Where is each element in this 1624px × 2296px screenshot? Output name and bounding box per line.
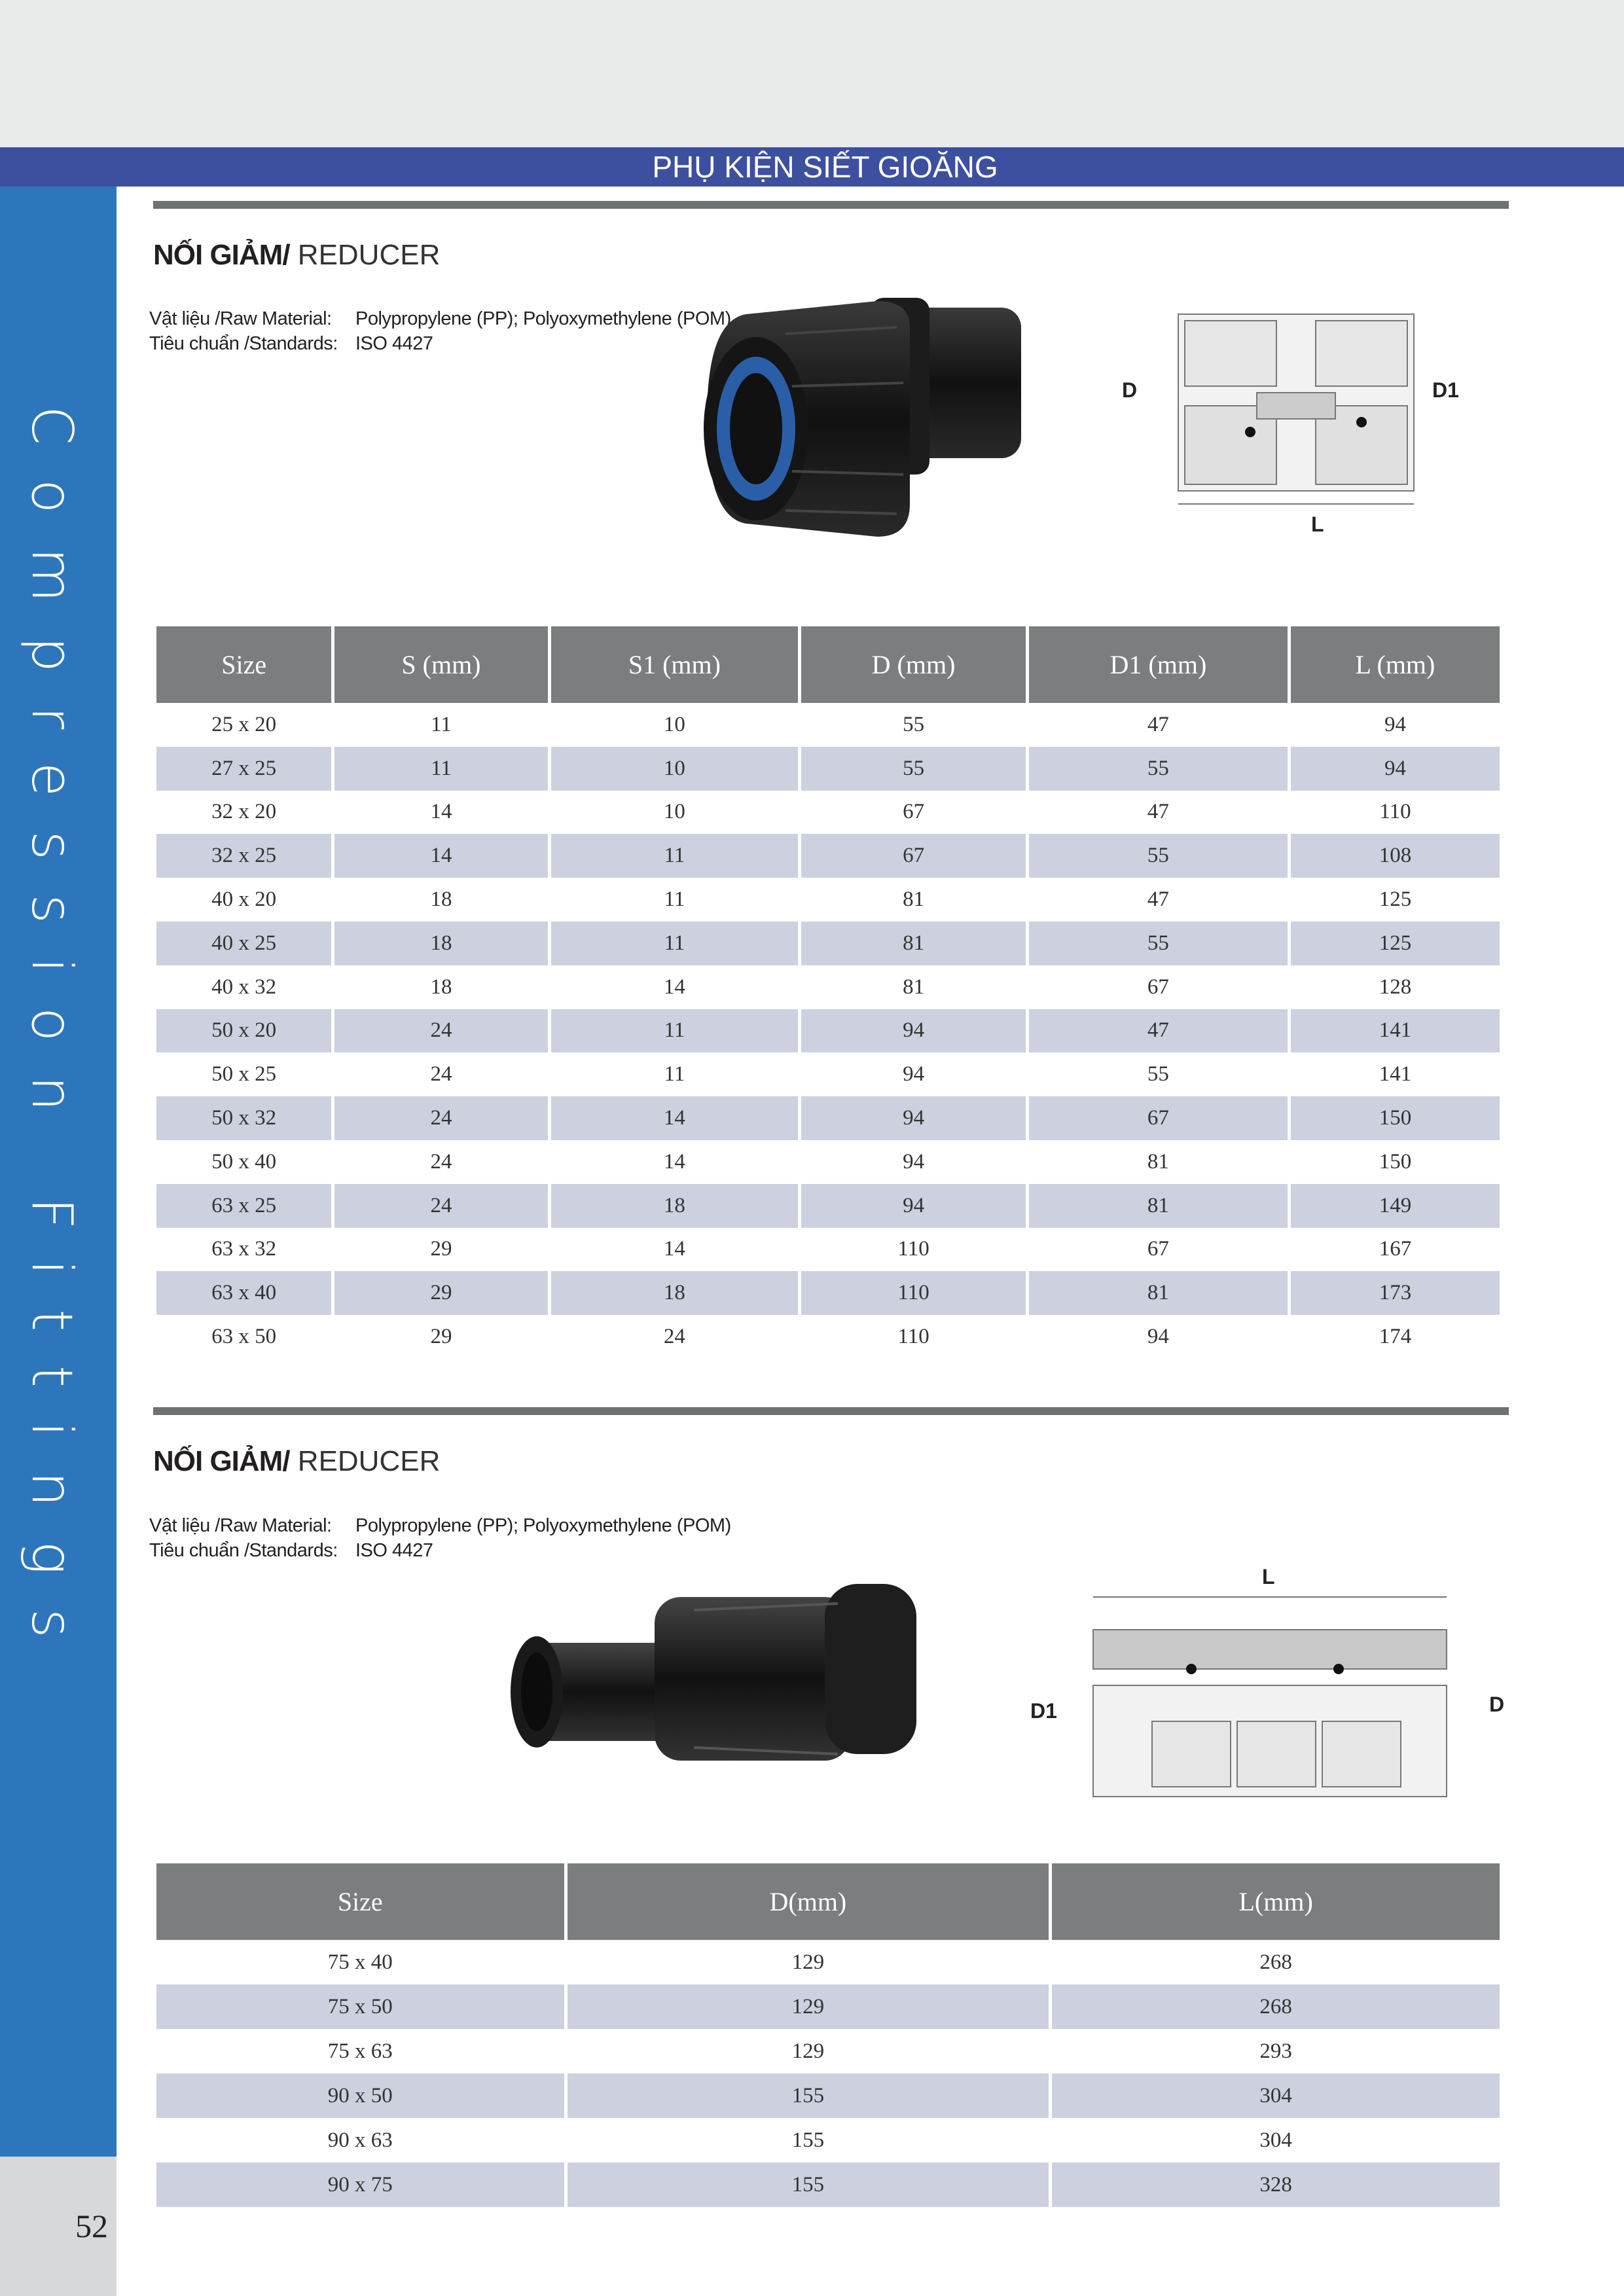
table-cell: 94: [1029, 1315, 1291, 1359]
table-cell: 18: [334, 965, 550, 1009]
table-cell: 50 x 25: [156, 1052, 334, 1096]
drawing-label-l: L: [1262, 1565, 1275, 1588]
table-cell: 94: [801, 1096, 1029, 1140]
table-cell: 110: [801, 1315, 1029, 1359]
table-row: [156, 1228, 1500, 1272]
table-cell: 47: [1029, 878, 1291, 922]
table-cell: 81: [1029, 1184, 1291, 1228]
table-cell: 18: [334, 922, 550, 965]
table-header-cell: Size: [156, 1863, 568, 1940]
table-cell: 141: [1291, 1009, 1500, 1053]
table-row: [156, 1271, 1500, 1315]
table-cell: 67: [1029, 965, 1291, 1009]
table-cell: 81: [801, 878, 1029, 922]
table-row: [156, 1009, 1500, 1053]
table-cell: 125: [1379, 888, 1412, 912]
table-cell: 150: [1379, 1149, 1412, 1174]
drawing-label-d: D: [1122, 378, 1138, 402]
table-cell: 18: [334, 878, 550, 922]
table-row: [156, 1052, 1500, 1096]
table-row: [156, 1984, 1500, 2029]
table-cell: 14: [334, 791, 550, 834]
table-header-cell: L (mm): [1291, 626, 1500, 703]
table-cell: 110: [801, 1271, 1029, 1315]
table-cell: 32 x 25: [156, 834, 334, 878]
table-cell: 29: [334, 1271, 550, 1315]
table-cell: 27 x 25: [156, 747, 334, 791]
table-cell: 40 x 32: [156, 965, 334, 1009]
table-cell: 94: [1291, 747, 1500, 791]
table-cell: 94: [801, 1052, 1029, 1096]
table-cell: 293: [1259, 2039, 1292, 2063]
page-number: 52: [75, 2208, 108, 2244]
table-cell: 14: [334, 834, 550, 878]
table-cell: 63 x 25: [156, 1184, 334, 1228]
table-cell: 155: [568, 2162, 1053, 2207]
table-cell: 11: [551, 922, 802, 965]
table-cell: 11: [551, 1009, 802, 1053]
table-cell: 90 x 63: [156, 2118, 568, 2162]
table-cell: 55: [801, 747, 1029, 791]
table-header-cell: S (mm): [334, 626, 550, 703]
table-cell: 24: [334, 1140, 550, 1184]
table-row: [156, 965, 1500, 1009]
table-row: [156, 1940, 1500, 1984]
table-cell: 63 x 40: [156, 1271, 334, 1315]
table-cell: 32 x 20: [156, 791, 334, 834]
page-header: PHỤ KIỆN SIẾT GIOĂNG: [0, 147, 1624, 187]
technical-drawing: [1113, 301, 1479, 537]
table-cell: 129: [568, 1940, 1053, 1984]
table-row: [156, 791, 1500, 834]
table-cell: 18: [551, 1271, 802, 1315]
table-header-cell: D (mm): [801, 626, 1029, 703]
table-row: [156, 878, 1500, 922]
table-cell: 55: [1029, 1052, 1291, 1096]
table-cell: 129: [568, 1984, 1053, 2029]
table-cell: 173: [1291, 1271, 1500, 1315]
table-row: [156, 1315, 1500, 1359]
technical-drawing: [1021, 1564, 1519, 1813]
table-cell: 155: [568, 2073, 1053, 2118]
table-cell: 150: [1291, 1096, 1500, 1140]
table-cell: 94: [801, 1009, 1029, 1053]
table-cell: 24: [334, 1184, 550, 1228]
table-cell: 75 x 40: [156, 1940, 568, 1984]
table-cell: 50 x 32: [156, 1096, 334, 1140]
table-cell: 94: [1384, 712, 1406, 736]
table-cell: 174: [1379, 1325, 1412, 1349]
spec-block: Vật liệu /Raw Material: Polypropylene (PP); Polyoxymethylene (POM) Tiêu chuẩn /Standards: ISO 4427: [149, 308, 731, 354]
sidebar-title: Compression Fittings: [19, 406, 84, 1672]
table-cell: 24: [334, 1096, 550, 1140]
table-row: [156, 747, 1500, 791]
top-band: [0, 0, 1624, 147]
table-cell: 81: [1029, 1271, 1291, 1315]
table-header-cell: D1 (mm): [1029, 626, 1291, 703]
table-cell: 55: [1029, 747, 1291, 791]
table-row: [156, 703, 1500, 747]
table-row: [156, 834, 1500, 878]
table-cell: 24: [551, 1315, 802, 1359]
table-cell: 11: [334, 703, 550, 747]
table-cell: 67: [801, 834, 1029, 878]
table-cell: 11: [334, 747, 550, 791]
table-cell: 55: [1029, 834, 1291, 878]
table-row: [156, 2073, 1500, 2118]
spec-block: Vật liệu /Raw Material: Polypropylene (PP); Polyoxymethylene (POM) Tiêu chuẩn /Standards: ISO 4427: [149, 1515, 731, 1561]
table-cell: 67: [1029, 1096, 1291, 1140]
table-cell: 108: [1291, 834, 1500, 878]
section-divider: [153, 201, 1509, 209]
table-header-cell: L(mm): [1052, 1863, 1500, 1940]
table-cell: 50 x 40: [156, 1140, 334, 1184]
table-cell: 47: [1029, 1009, 1291, 1053]
product-photo: [497, 1558, 943, 1806]
table-cell: 75 x 63: [156, 2029, 568, 2073]
table-cell: 125: [1291, 922, 1500, 965]
table-cell: 25 x 20: [156, 703, 334, 747]
table-row: [156, 922, 1500, 965]
table-cell: 24: [334, 1009, 550, 1053]
table-cell: 110: [801, 1228, 1029, 1272]
table-cell: 63 x 32: [156, 1228, 334, 1272]
table-cell: 10: [551, 791, 802, 834]
table-cell: 14: [551, 1140, 802, 1184]
table-cell: 81: [801, 965, 1029, 1009]
table-cell: 155: [568, 2118, 1053, 2162]
table-cell: 81: [1029, 1140, 1291, 1184]
table-cell: 14: [551, 1228, 802, 1272]
table-cell: 55: [1029, 922, 1291, 965]
table-cell: 63 x 50: [156, 1315, 334, 1359]
drawing-label-d: D: [1489, 1693, 1505, 1716]
table-cell: 50 x 20: [156, 1009, 334, 1053]
table-row: [156, 1096, 1500, 1140]
table-row: [156, 1140, 1500, 1184]
table-cell: 29: [334, 1228, 550, 1272]
table-cell: 47: [1029, 703, 1291, 747]
table-cell: 328: [1052, 2162, 1500, 2207]
table-cell: 75 x 50: [156, 1984, 568, 2029]
section-divider: [153, 1407, 1509, 1415]
drawing-label-d1: D1: [1432, 378, 1459, 402]
table-cell: 167: [1379, 1237, 1412, 1261]
table-header-cell: S1 (mm): [551, 626, 802, 703]
table-row: [156, 1184, 1500, 1228]
table-cell: 129: [568, 2029, 1053, 2073]
table-cell: 40 x 20: [156, 878, 334, 922]
section-title: NỐI GIẢM/ REDUCER: [153, 1445, 441, 1477]
table-header-cell: D(mm): [568, 1863, 1053, 1940]
table-header-cell: Size: [156, 626, 334, 703]
table-cell: 304: [1052, 2073, 1500, 2118]
table-cell: 268: [1259, 1950, 1292, 1974]
table-cell: 29: [334, 1315, 550, 1359]
table-cell: 11: [551, 878, 802, 922]
table-cell: 14: [551, 965, 802, 1009]
table-cell: 18: [551, 1184, 802, 1228]
table-cell: 55: [801, 703, 1029, 747]
table-cell: 10: [551, 747, 802, 791]
table-row: [156, 2162, 1500, 2207]
table-cell: 268: [1052, 1984, 1500, 2029]
table-cell: 11: [551, 834, 802, 878]
table-cell: 128: [1379, 975, 1412, 999]
table-cell: 14: [551, 1096, 802, 1140]
table-cell: 110: [1379, 800, 1411, 824]
section-title: NỐI GIẢM/ REDUCER: [153, 239, 441, 271]
table-cell: 149: [1291, 1184, 1500, 1228]
spec-table: [156, 626, 1500, 1359]
table-cell: 10: [551, 703, 802, 747]
drawing-label-l: L: [1311, 512, 1324, 536]
product-photo: [694, 288, 1060, 576]
table-cell: 11: [551, 1052, 802, 1096]
table-cell: 67: [1029, 1228, 1291, 1272]
table-cell: 94: [801, 1140, 1029, 1184]
drawing-label-d1: D1: [1030, 1699, 1057, 1723]
table-row: [156, 2118, 1500, 2162]
spec-table: [156, 1863, 1500, 2207]
table-row: [156, 2029, 1500, 2073]
table-cell: 67: [801, 791, 1029, 834]
table-cell: 141: [1379, 1062, 1412, 1086]
table-cell: 24: [334, 1052, 550, 1096]
table-cell: 81: [801, 922, 1029, 965]
table-cell: 47: [1029, 791, 1291, 834]
table-cell: 90 x 75: [156, 2162, 568, 2207]
table-cell: 90 x 50: [156, 2073, 568, 2118]
table-cell: 40 x 25: [156, 922, 334, 965]
table-cell: 94: [801, 1184, 1029, 1228]
table-cell: 304: [1259, 2128, 1292, 2152]
